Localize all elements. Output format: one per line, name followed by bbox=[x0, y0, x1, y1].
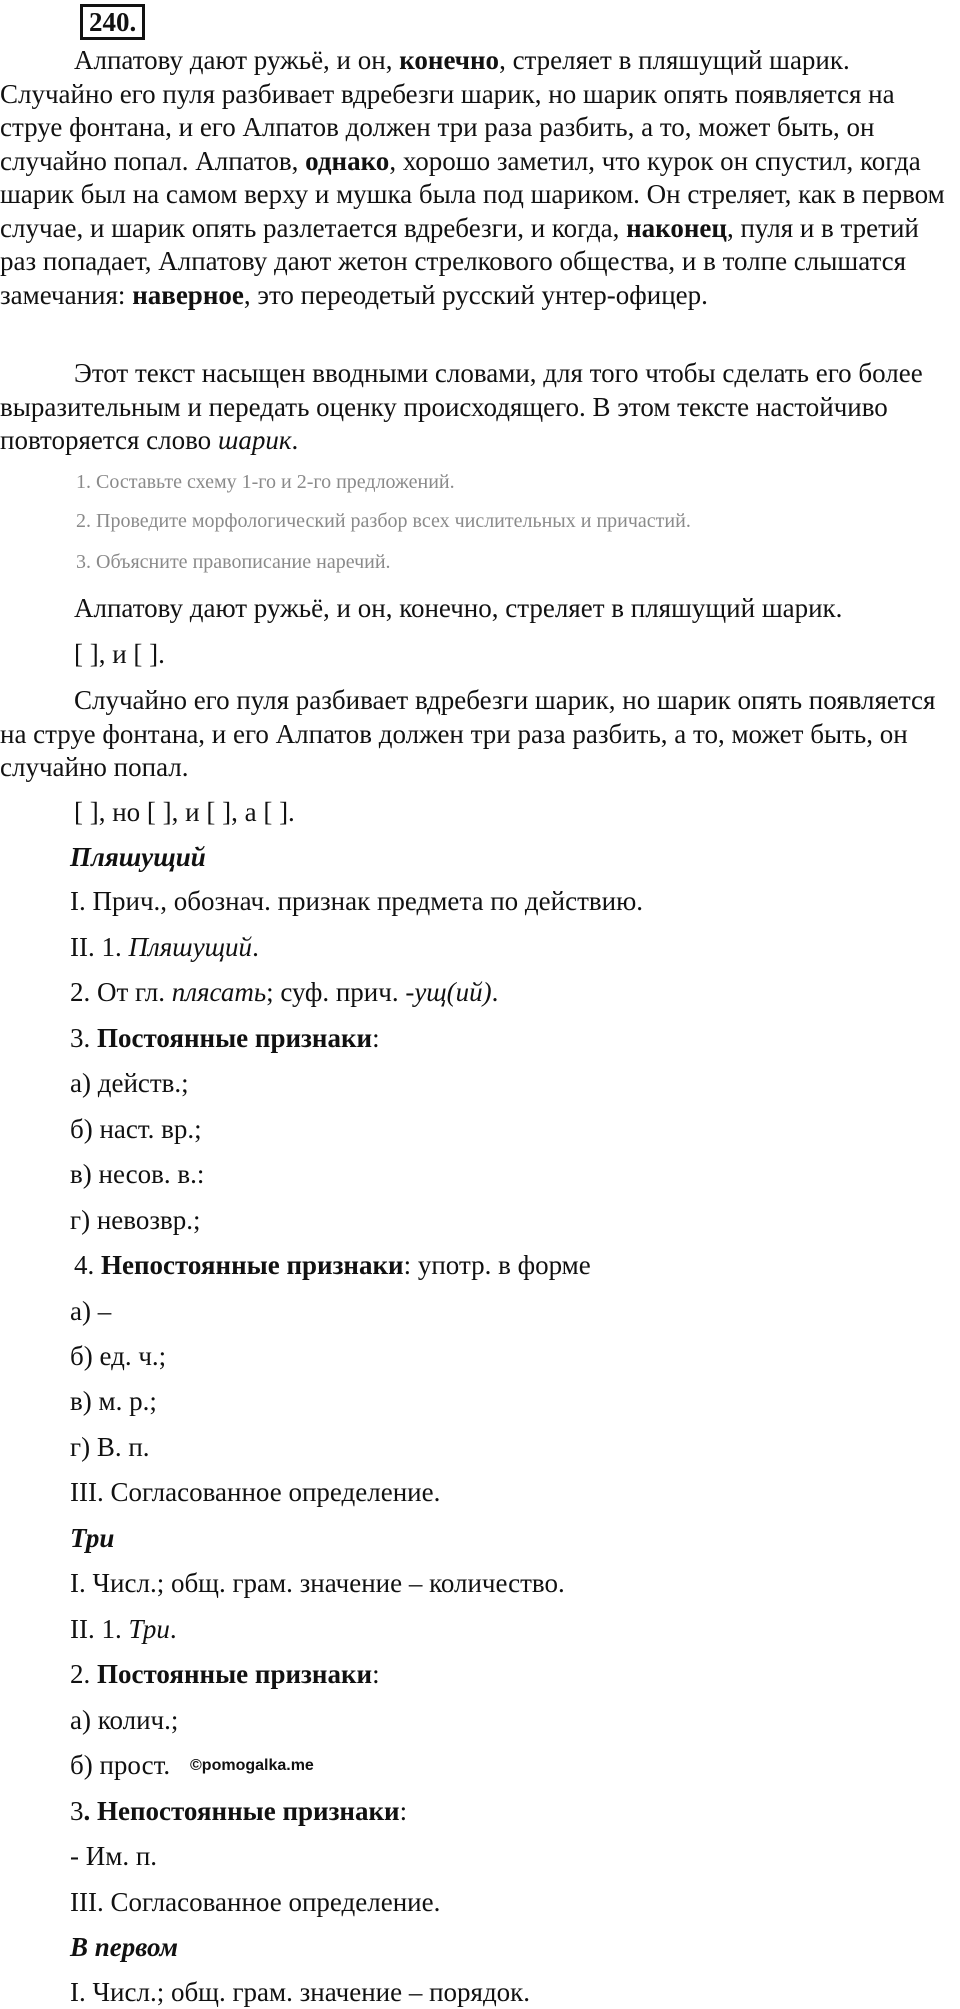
parse-heading-ordinal: В первом bbox=[70, 1932, 178, 1962]
bold-word: наконец bbox=[626, 212, 727, 243]
sentence-2: Случайно его пуля разбивает вдребезги шарик, но шарик опять появляется на струе фонтана, и его Алпатов должен три раза разбить, а то, может быть, он случайно попал. bbox=[0, 685, 936, 782]
task-2: 2. Проведите морфологический разбор всех числительных и причастий. bbox=[76, 510, 691, 532]
parse-line: III. Согласованное определение. bbox=[70, 1477, 441, 1507]
text-fragment: Этот текст насыщен вводными словами, для того чтобы сделать его более выразительным и передать оценку происходящего. В этом тексте настойчиво повторяется слово bbox=[0, 358, 923, 455]
parse-line: 2. От гл. плясать; суф. прич. -ущ(ий). bbox=[70, 977, 499, 1007]
parse-line: в) несов. в.: bbox=[70, 1159, 205, 1189]
parse-line: г) В. п. bbox=[70, 1432, 150, 1462]
parse-line: 3. Постоянные признаки: bbox=[70, 1023, 380, 1053]
parse-line: а) действ.; bbox=[70, 1068, 189, 1098]
parse-line: г) невозвр.; bbox=[70, 1205, 201, 1235]
parse-heading-numeral: Три bbox=[70, 1523, 115, 1553]
parse-line: II. 1. Три. bbox=[70, 1614, 177, 1644]
scheme-1: [ ], и [ ]. bbox=[74, 639, 165, 669]
italic-word: шарик bbox=[217, 425, 292, 455]
task-3: 3. Объясните правописание наречий. bbox=[76, 551, 391, 573]
parse-heading-participle: Пляшущий bbox=[70, 842, 206, 872]
text-fragment: . bbox=[291, 425, 299, 455]
text-fragment: , хорошо заметил, что курок он спустил, когда шарик был на самом верху и мушка была под шариком. Он стреляет, как в первом случае, и шарик опять разлетается вдребезги, и когда, bbox=[0, 145, 945, 243]
parse-line: III. Согласованное определение. bbox=[70, 1887, 441, 1917]
task-1: 1. Составьте схему 1-го и 2-го предложений. bbox=[76, 471, 455, 493]
text-fragment: , пуля и в третий раз попадает, Алпатову дают жетон стрелкового общества, и в толпе слышатся замечания: bbox=[0, 212, 919, 310]
text-fragment: , это переодетый русский унтер-офицер. bbox=[243, 279, 708, 310]
parse-line: I. Числ.; общ. грам. значение – количество. bbox=[70, 1568, 565, 1598]
parse-line: б) ед. ч.; bbox=[70, 1341, 167, 1371]
parse-line: а) – bbox=[70, 1296, 112, 1326]
parse-line: I. Прич., обознач. признак предмета по действию. bbox=[70, 886, 643, 916]
bold-word: конечно bbox=[399, 45, 500, 75]
paragraph-main-text bbox=[0, 44, 958, 312]
bold-word: наверное bbox=[132, 279, 244, 310]
watermark-text: ©pomogalka.me bbox=[190, 1757, 314, 1774]
parse-line: б) прост. bbox=[70, 1750, 171, 1780]
text-fragment: , стреляет в пляшущий шарик. Случайно его пуля разбивает вдребезги шарик, но шарик опять появляется на струе фонтана, и его Алпатов должен три раза разбить, а то, может быть, он случайно попал. Алпатов, bbox=[0, 45, 895, 176]
sentence-1: Алпатову дают ружьё, и он, конечно, стреляет в пляшущий шарик. bbox=[74, 593, 843, 623]
exercise-number: 240. bbox=[80, 4, 145, 40]
parse-line: 3. Непостоянные признаки: bbox=[70, 1796, 408, 1826]
parse-line: 2. Постоянные признаки: bbox=[70, 1659, 380, 1689]
parse-line: в) м. р.; bbox=[70, 1386, 157, 1416]
parse-line: I. Числ.; общ. грам. значение – порядок. bbox=[70, 1977, 531, 2007]
parse-line: II. 1. Пляшущий. bbox=[70, 932, 259, 962]
parse-line: - Им. п. bbox=[70, 1841, 158, 1871]
parse-line: б) наст. вр.; bbox=[70, 1114, 202, 1144]
scheme-2: [ ], но [ ], и [ ], а [ ]. bbox=[74, 797, 295, 827]
parse-line: 4. Непостоянные признаки: употр. в форме bbox=[74, 1250, 591, 1280]
text-fragment: Алпатову дают ружьё, и он, bbox=[74, 45, 400, 75]
paragraph-commentary bbox=[0, 357, 958, 458]
parse-line: а) колич.; bbox=[70, 1705, 179, 1735]
bold-word: однако bbox=[305, 145, 390, 176]
